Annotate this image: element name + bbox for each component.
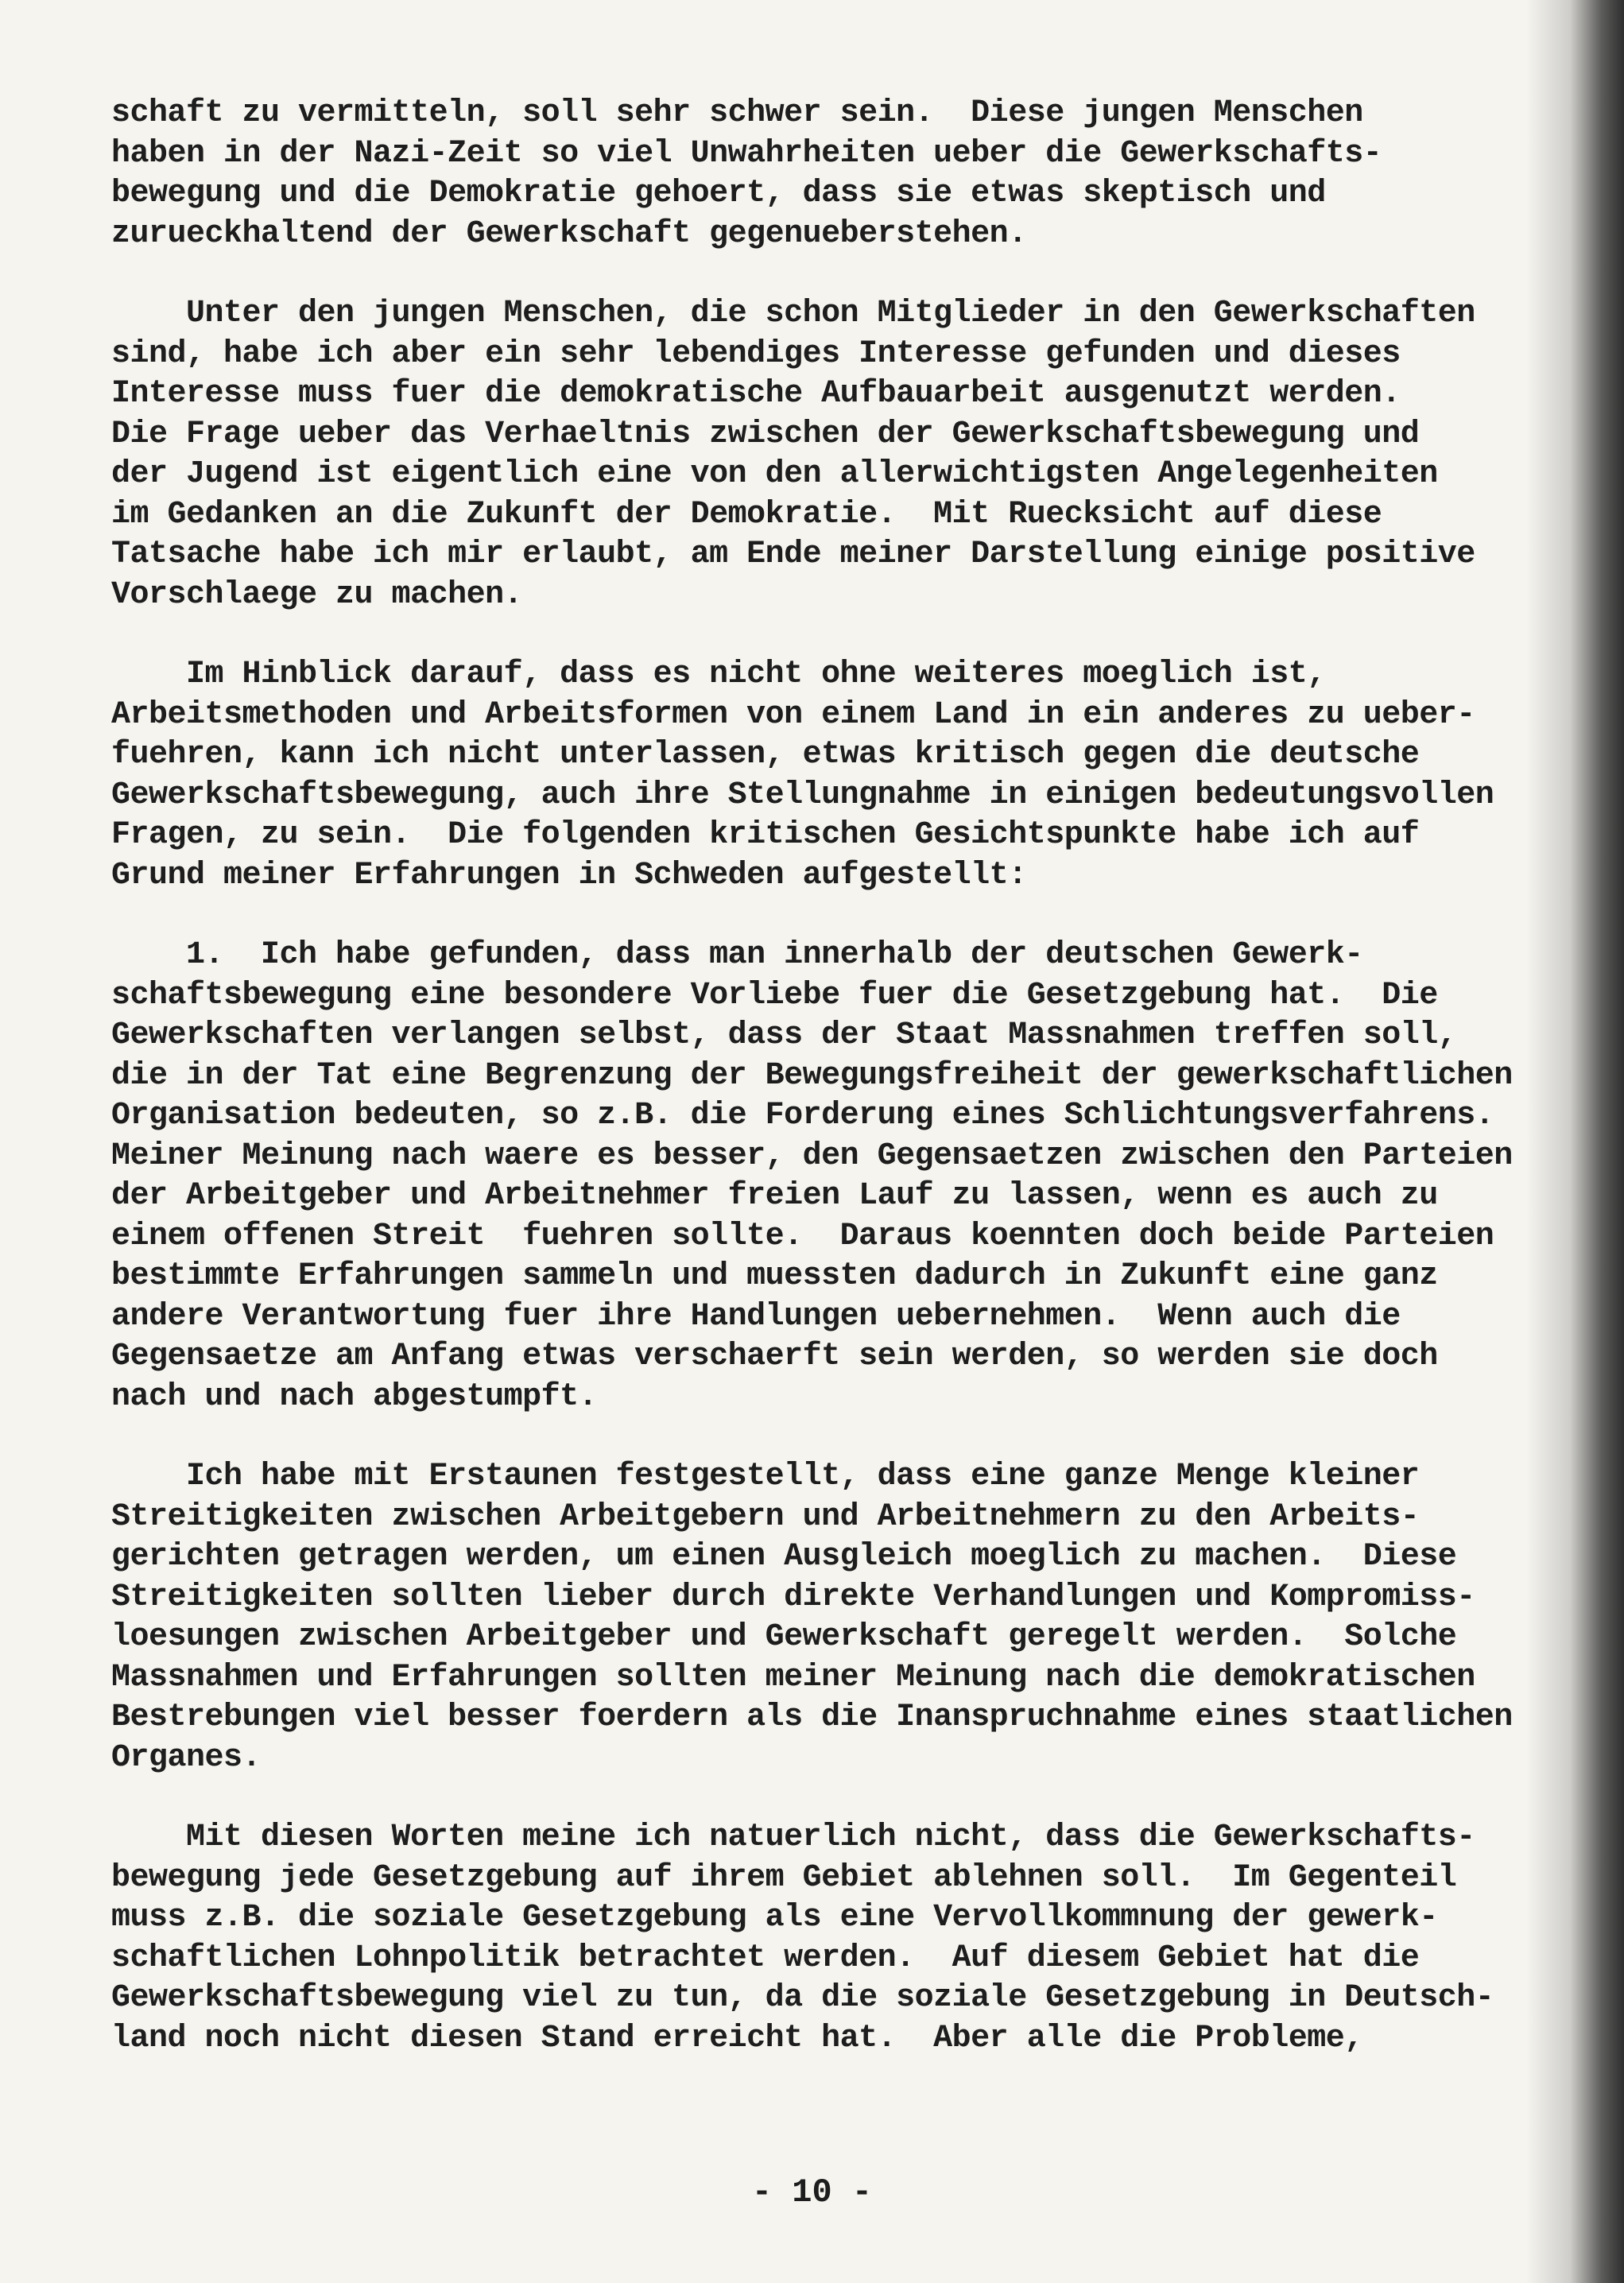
text-line: Organes. bbox=[111, 1739, 262, 1776]
text-line: Arbeitsmethoden und Arbeitsformen von einem Land in ein anderes zu ueber- bbox=[111, 696, 1475, 733]
text-line: Tatsache habe ich mir erlaubt, am Ende meiner Darstellung einige positive bbox=[111, 537, 1475, 572]
text-line: der Arbeitgeber und Arbeitnehmer freien Lauf zu lassen, wenn es auch zu bbox=[111, 1178, 1438, 1214]
text-line: bewegung jede Gesetzgebung auf ihrem Gebiet ablehnen soll. Im Gegenteil bbox=[111, 1859, 1457, 1896]
text-line: Massnahmen und Erfahrungen sollten meiner Meinung nach die demokratischen bbox=[111, 1659, 1475, 1696]
text-line: der Jugend ist eigentlich eine von den allerwichtigsten Angelegenheiten bbox=[111, 456, 1438, 492]
text-line: Im Hinblick darauf, dass es nicht ohne weiteres moeglich ist, bbox=[111, 657, 1326, 692]
paragraph bbox=[111, 294, 1590, 615]
page-body bbox=[111, 94, 1590, 2099]
text-line: Interesse muss fuer die demokratische Aufbauarbeit ausgenutzt werden. bbox=[111, 376, 1401, 412]
text-line: Bestrebungen viel besser foerdern als die Inanspruchnahme eines staatlichen bbox=[111, 1700, 1513, 1735]
text-line: fuehren, kann ich nicht unterlassen, etwas kritisch gegen die deutsche bbox=[111, 737, 1420, 773]
text-line: 1. Ich habe gefunden, dass man innerhalb der deutschen Gewerk- bbox=[111, 937, 1363, 973]
text-line: Die Frage ueber das Verhaeltnis zwischen der Gewerkschaftsbewegung und bbox=[111, 416, 1420, 452]
text-line: Streitigkeiten sollten lieber durch direkte Verhandlungen und Kompromiss- bbox=[111, 1579, 1475, 1615]
text-line: loesungen zwischen Arbeitgeber und Gewerkschaft geregelt werden. Solche bbox=[111, 1619, 1457, 1655]
paragraph bbox=[111, 1457, 1590, 1778]
text-line: Gegensaetze am Anfang etwas verschaerft sein werden, so werden sie doch bbox=[111, 1339, 1438, 1374]
text-line: Vorschlaege zu machen. bbox=[111, 576, 523, 613]
text-line: Streitigkeiten zwischen Arbeitgebern und Arbeitnehmern zu den Arbeits- bbox=[111, 1498, 1420, 1535]
text-line: Mit diesen Worten meine ich natuerlich nicht, dass die Gewerkschafts- bbox=[111, 1820, 1475, 1855]
text-line: andere Verantwortung fuer ihre Handlungen uebernehmen. Wenn auch die bbox=[111, 1298, 1401, 1335]
text-line: Fragen, zu sein. Die folgenden kritischen Gesichtspunkte habe ich auf bbox=[111, 817, 1420, 853]
text-line: Ich habe mit Erstaunen festgestellt, dass eine ganze Menge kleiner bbox=[111, 1459, 1420, 1494]
text-line: bestimmte Erfahrungen sammeln und muessten dadurch in Zukunft eine ganz bbox=[111, 1258, 1438, 1294]
text-line: Meiner Meinung nach waere es besser, den Gegensaetzen zwischen den Parteien bbox=[111, 1138, 1513, 1174]
text-line: Gewerkschaften verlangen selbst, dass der Staat Massnahmen treffen soll, bbox=[111, 1017, 1457, 1053]
text-line: bewegung und die Demokratie gehoert, dass sie etwas skeptisch und bbox=[111, 176, 1326, 211]
text-line: muss z.B. die soziale Gesetzgebung als eine Vervollkommnung der gewerk- bbox=[111, 1900, 1438, 1936]
text-line: Unter den jungen Menschen, die schon Mitglieder in den Gewerkschaften bbox=[111, 296, 1475, 331]
text-line: einem offenen Streit fuehren sollte. Daraus koennten doch beide Parteien bbox=[111, 1218, 1494, 1254]
text-line: schaft zu vermitteln, soll sehr schwer sein. Diese jungen Menschen bbox=[111, 95, 1363, 131]
text-line: land noch nicht diesen Stand erreicht hat. Aber alle die Probleme, bbox=[111, 2020, 1363, 2056]
text-line: zurueckhaltend der Gewerkschaft gegenueberstehen. bbox=[111, 215, 1027, 252]
paragraph bbox=[111, 94, 1590, 254]
text-line: gerichten getragen werden, um einen Ausgleich moeglich zu machen. Diese bbox=[111, 1539, 1457, 1575]
text-line: Grund meiner Erfahrungen in Schweden aufgestellt: bbox=[111, 857, 1027, 893]
page-number: - 10 - bbox=[751, 2173, 873, 2211]
text-line: haben in der Nazi-Zeit so viel Unwahrheiten ueber die Gewerkschafts- bbox=[111, 135, 1382, 172]
text-line: Organisation bedeuten, so z.B. die Forderung eines Schlichtungsverfahrens. bbox=[111, 1098, 1494, 1134]
paragraph bbox=[111, 936, 1590, 1417]
text-line: die in der Tat eine Begrenzung der Bewegungsfreiheit der gewerkschaftlichen bbox=[111, 1057, 1513, 1094]
paragraph bbox=[111, 1818, 1590, 2059]
text-line: schaftsbewegung eine besondere Vorliebe fuer die Gesetzgebung hat. Die bbox=[111, 977, 1438, 1014]
text-line: schaftlichen Lohnpolitik betrachtet werden. Auf diesem Gebiet hat die bbox=[111, 1940, 1420, 1976]
text-line: nach und nach abgestumpft. bbox=[111, 1378, 598, 1415]
text-line: Gewerkschaftsbewegung viel zu tun, da die soziale Gesetzgebung in Deutsch- bbox=[111, 1980, 1494, 2016]
text-line: Gewerkschaftsbewegung, auch ihre Stellungnahme in einigen bedeutungsvollen bbox=[111, 777, 1494, 813]
text-line: im Gedanken an die Zukunft der Demokratie. Mit Ruecksicht auf diese bbox=[111, 496, 1382, 533]
text-line: sind, habe ich aber ein sehr lebendiges Interesse gefunden und dieses bbox=[111, 335, 1401, 372]
paragraph bbox=[111, 655, 1590, 896]
